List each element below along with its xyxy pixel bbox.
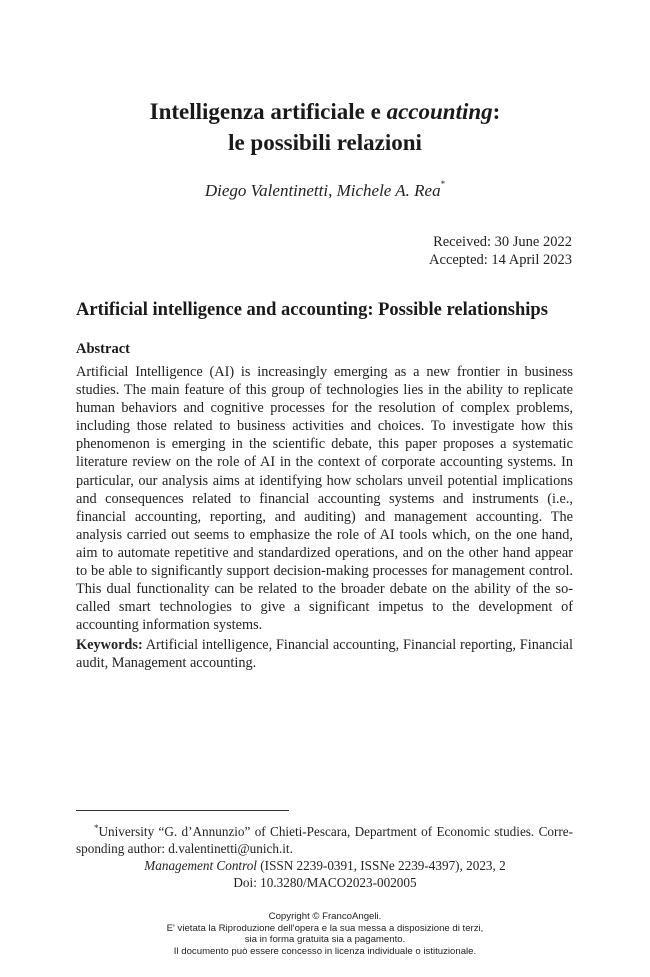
english-title: Artificial intelligence and accounting: Possible relationships xyxy=(76,300,548,320)
submission-dates xyxy=(429,233,572,269)
authors xyxy=(60,179,590,201)
accepted-date: Accepted: 14 April 2023 xyxy=(429,252,572,268)
paper-title xyxy=(60,96,590,158)
copyright-line-2: E' vietata la Riproduzione dell'opera e la sua messa a disposizione di terzi, xyxy=(166,922,484,934)
received-date: Received: 30 June 2022 xyxy=(433,234,572,250)
footnote-divider xyxy=(76,810,289,811)
copyright-line-1: Copyright © FrancoAngeli. xyxy=(268,911,382,922)
footnote-text: University “G. d’Annunzio” of Chieti-Pescara, Department of Economic studies. Corresponding author: d.valentinetti@unich.it. xyxy=(76,824,573,856)
keywords-text: Artificial intelligence, Financial accounting, Financial reporting, Financial audit, Management accounting. xyxy=(76,637,573,672)
keywords-label: Keywords: xyxy=(76,637,143,653)
title-line-1: Intelligenza artificiale e accounting: xyxy=(149,99,501,124)
title-italic-word: accounting xyxy=(386,99,493,124)
keywords xyxy=(76,636,573,672)
journal-doi: Doi: 10.3280/MACO2023-002005 xyxy=(233,874,417,890)
author-footnote-marker: * xyxy=(440,179,446,189)
author-footnote xyxy=(76,820,573,857)
copyright-notice xyxy=(60,911,590,957)
journal-details: (ISSN 2239-0391, ISSNe 2239-4397), 2023, 2 xyxy=(256,858,506,873)
footnote-marker: * xyxy=(94,823,99,833)
abstract-text: Artificial Intelligence (AI) is increasingly emerging as a new frontier in business studies. The main feature of this group of technologies lies in the ability to replicate human behaviors and cognitive processes for the resolution of complex problems, including those related to business activities and choices. To investigate how this phenomenon is emerging in the scientific debate, this paper proposes a systematic literature review on the role of AI in the context of corporate accounting systems. In particular, our analysis aims at identifying how scholars unveil potential implications and consequences related to financial accounting systems and instruments (i.e., financial accounting, reporting, and auditing) and management accounting. The analysis carried out seems to emphasize the role of AI tools which, on the one hand, aim to automate repetitive and standardized operations, and on the other hand appear to be able to significantly support decision-making processes for management control. This dual functionality can be related to the broader debate on the ability of the so-called smart technologies to give a significant impetus to the development of accounting information systems. xyxy=(76,364,573,634)
copyright-line-3: sia in forma gratuita sia a pagamento. xyxy=(244,934,406,946)
title-line-2: le possibili relazioni xyxy=(228,130,422,155)
author-names: Diego Valentinetti, Michele A. Rea xyxy=(204,181,441,200)
copyright-line-4: Il documento può essere concesso in licenza individuale o istituzionale. xyxy=(173,945,477,957)
abstract-heading: Abstract xyxy=(76,341,130,357)
journal-line xyxy=(60,858,590,875)
journal-info xyxy=(60,858,590,891)
journal-name: Management Control xyxy=(144,858,257,873)
